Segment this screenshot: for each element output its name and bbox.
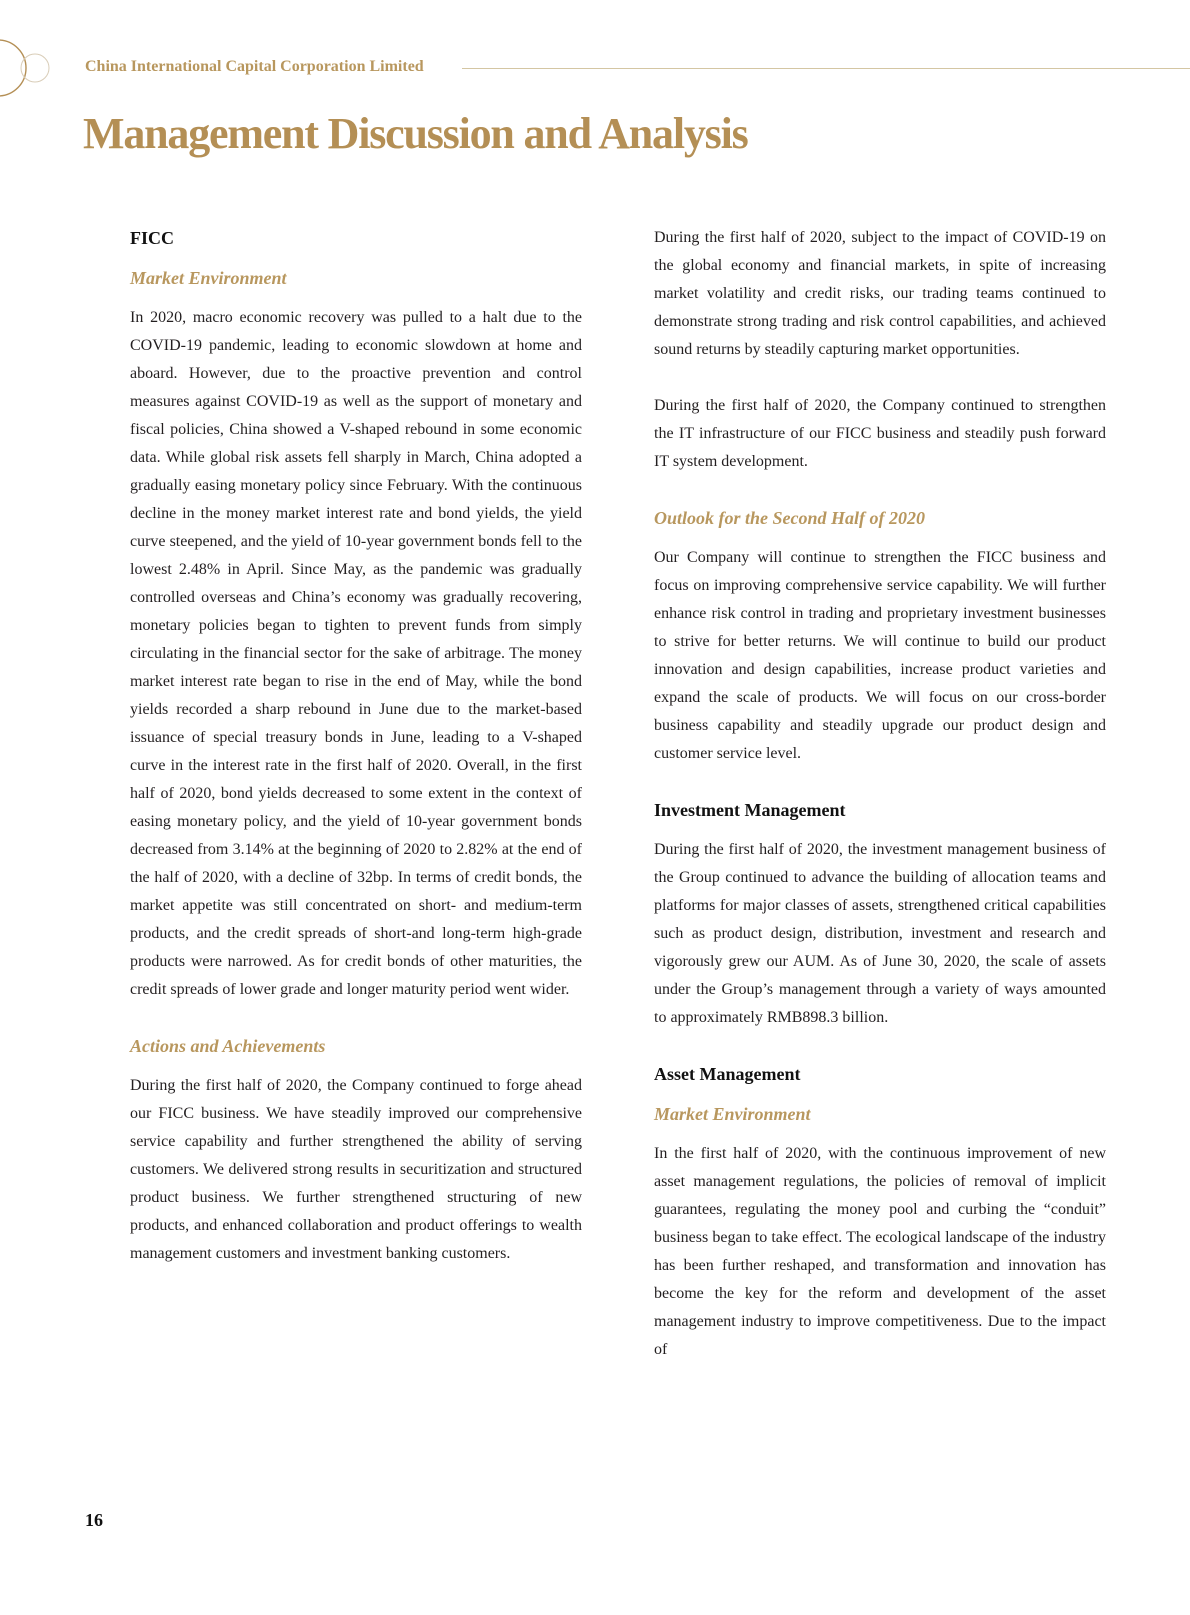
page-title: Management Discussion and Analysis xyxy=(83,109,748,158)
section-heading-investment-management: Investment Management xyxy=(654,800,846,820)
page-number: 16 xyxy=(85,1510,103,1530)
subheading-market-environment: Market Environment xyxy=(130,268,287,288)
left-column xyxy=(130,224,582,1268)
paragraph-it-infrastructure: During the first half of 2020, the Company continued to strengthen the IT infrastructure of our FICC business and steadily push forward IT system development. xyxy=(654,397,1106,470)
right-column xyxy=(654,224,1106,1364)
subheading-asset-market-environment: Market Environment xyxy=(654,1104,811,1124)
paragraph-asset-market-environment: In the first half of 2020, with the continuous improvement of new asset management regulations, the policies of removal of implicit guarantees, regulating the money pool and curbing the “conduit” business began to take effect. The ecological landscape of the industry has been further reshaped, and transformation and innovation has become the key for the reform and development of the asset management industry to improve competitiveness. Due to the impact of xyxy=(654,1145,1106,1358)
header-company-name: China International Capital Corporation Limited xyxy=(85,58,424,75)
section-heading-ficc: FICC xyxy=(130,228,174,248)
header-divider xyxy=(462,68,1190,69)
decorative-rings-icon xyxy=(0,0,60,110)
paragraph-investment-management: During the first half of 2020, the investment management business of the Group continued to advance the building of allocation teams and platforms for major classes of assets, strengthened critical capabilities such as product design, distribution, investment and research and vigorously grew our AUM. As of June 30, 2020, the scale of assets under the Group’s management through a variety of ways amounted to approximately RMB898.3 billion. xyxy=(654,841,1106,1026)
subheading-outlook: Outlook for the Second Half of 2020 xyxy=(654,508,926,528)
subheading-actions-achievements: Actions and Achievements xyxy=(130,1036,326,1056)
paragraph-market-environment: In 2020, macro economic recovery was pulled to a halt due to the COVID-19 pandemic, leading to economic slowdown at home and aboard. However, due to the proactive prevention and control measures against COVID-19 as well as the support of monetary and fiscal policies, China showed a V-shaped rebound in some economic data. While global risk assets fell sharply in March, China adopted a gradually easing monetary policy since February. With the continuous decline in the money market interest rate and bond yields, the yield curve steepened, and the yield of 10-year government bonds fell to the lowest 2.48% in April. Since May, as the pandemic was gradually controlled overseas and China’s economy was gradually recovering, monetary policies began to tighten to prevent funds from simply circulating in the financial sector for the sake of arbitrage. The money market interest rate began to rise in the end of May, while the bond yields recorded a sharp rebound in June due to the market-based issuance of special treasury bonds in June, leading to a V-shaped curve in the interest rate in the first half of 2020. Overall, in the first half of 2020, bond yields decreased to some extent in the context of easing monetary policy, and the yield of 10-year government bonds decreased from 3.14% at the beginning of 2020 to 2.82% at the end of the half of 2020, with a decline of 32bp. In terms of credit bonds, the market appetite was still concentrated on short- and medium-term products, and the credit spreads of short-and long-term high-grade products were narrowed. As for credit bonds of other maturities, the credit spreads of lower grade and longer maturity period went wider. xyxy=(130,309,582,998)
paragraph-trading-returns: During the first half of 2020, subject to the impact of COVID-19 on the global economy and financial markets, in spite of increasing market volatility and credit risks, our trading teams continued to demonstrate strong trading and risk control capabilities, and achieved sound returns by steadily capturing market opportunities. xyxy=(654,229,1106,358)
paragraph-actions-achievements: During the first half of 2020, the Company continued to forge ahead our FICC business. We have steadily improved our comprehensive service capability and further strengthened the ability of serving customers. We delivered strong results in securitization and structured product business. We further strengthened structuring of new products, and enhanced collaboration and product offerings to wealth management customers and investment banking customers. xyxy=(130,1077,582,1262)
section-heading-asset-management: Asset Management xyxy=(654,1064,801,1084)
paragraph-outlook: Our Company will continue to strengthen the FICC business and focus on improving comprehensive service capability. We will further enhance risk control in trading and proprietary investment businesses to strive for better returns. We will continue to build our product innovation and design capabilities, increase product varieties and expand the scale of products. We will focus on our cross-border business capability and steadily upgrade our product design and customer service level. xyxy=(654,549,1106,762)
